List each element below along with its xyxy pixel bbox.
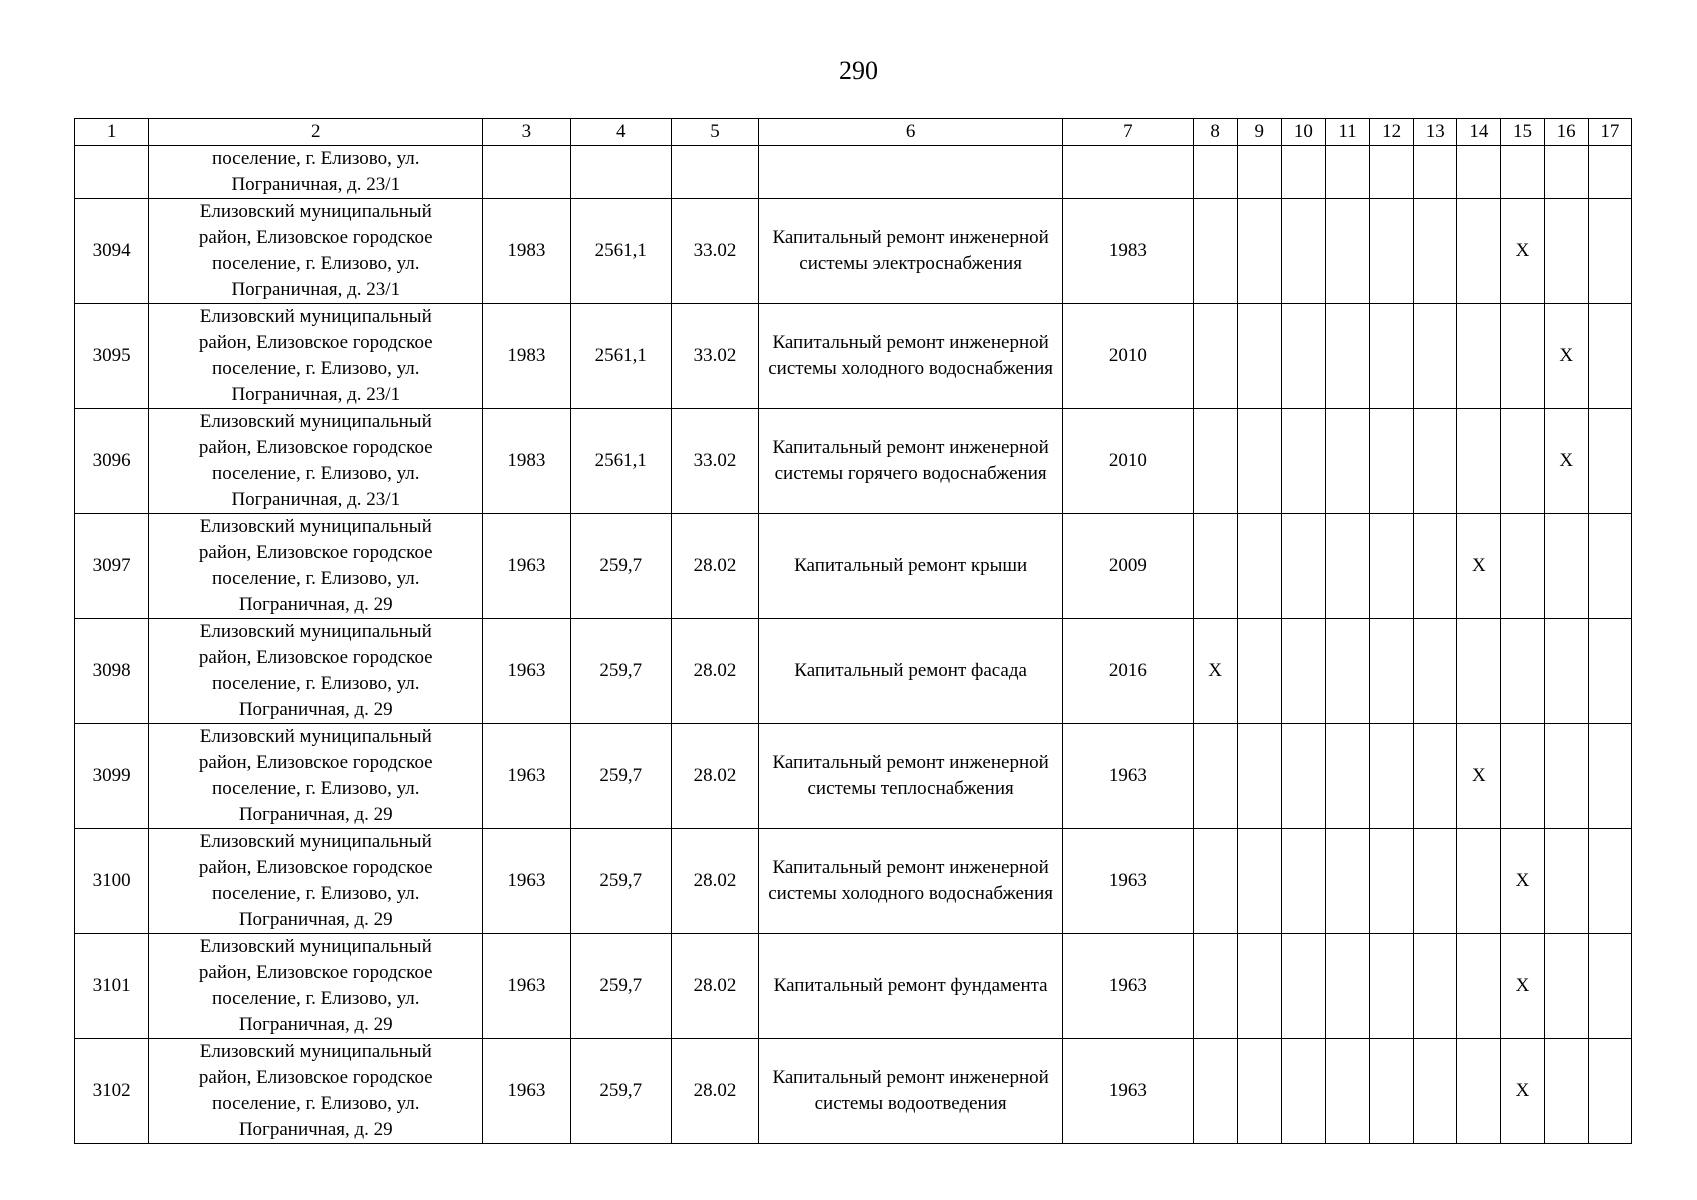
period-cell-col-11 bbox=[1325, 934, 1369, 1039]
address-cell bbox=[149, 146, 483, 199]
period-cell-col-14 bbox=[1457, 304, 1501, 409]
address-line: поселение, г. Елизово, ул. bbox=[212, 463, 420, 484]
address-cell bbox=[149, 724, 483, 829]
address-line: Пограничная, д. 29 bbox=[238, 804, 393, 825]
period-cell-col-14 bbox=[1457, 514, 1501, 619]
address-line: поселение, г. Елизово, ул. bbox=[212, 568, 420, 589]
table-row bbox=[75, 829, 1632, 934]
area-cell: 259,7 bbox=[570, 1039, 671, 1144]
work-type-cell: Капитальный ремонт фундамента bbox=[759, 934, 1063, 1039]
code-cell bbox=[671, 146, 758, 199]
row-number-cell: 3095 bbox=[75, 304, 149, 409]
x-mark: X bbox=[1559, 345, 1574, 366]
period-cell-col-17 bbox=[1588, 1039, 1631, 1144]
x-mark: X bbox=[1559, 450, 1574, 471]
address-line: поселение, г. Елизово, ул. bbox=[212, 673, 420, 694]
period-cell-col-9 bbox=[1237, 1039, 1281, 1144]
address-cell bbox=[149, 619, 483, 724]
code-cell: 28.02 bbox=[671, 829, 758, 934]
code-cell: 28.02 bbox=[671, 514, 758, 619]
period-cell-col-11 bbox=[1325, 304, 1369, 409]
period-cell-col-15 bbox=[1501, 514, 1544, 619]
address-line: Елизовский муниципальный bbox=[199, 411, 432, 432]
table-body bbox=[75, 146, 1632, 1144]
period-cell-col-9 bbox=[1237, 199, 1281, 304]
period-cell-col-16 bbox=[1544, 304, 1588, 409]
period-cell-col-17 bbox=[1588, 409, 1631, 514]
period-cell-col-13 bbox=[1414, 829, 1457, 934]
area-cell: 2561,1 bbox=[570, 199, 671, 304]
period-cell-col-16 bbox=[1544, 514, 1588, 619]
x-mark: X bbox=[1472, 555, 1486, 576]
period-cell-col-10 bbox=[1281, 514, 1325, 619]
column-header-15: 15 bbox=[1501, 119, 1544, 146]
period-cell-col-10 bbox=[1281, 146, 1325, 199]
period-cell-col-17 bbox=[1588, 199, 1631, 304]
work-type-cell: Капитальный ремонт инженерной системы теплоснабжения bbox=[759, 724, 1063, 829]
address-cell bbox=[149, 199, 483, 304]
period-cell-col-10 bbox=[1281, 304, 1325, 409]
work-year-cell: 2009 bbox=[1063, 514, 1193, 619]
code-cell: 33.02 bbox=[671, 199, 758, 304]
work-year-cell: 1963 bbox=[1063, 934, 1193, 1039]
code-cell: 28.02 bbox=[671, 934, 758, 1039]
continuation-row bbox=[75, 146, 1632, 199]
area-cell bbox=[570, 146, 671, 199]
period-cell-col-17 bbox=[1588, 514, 1631, 619]
address-line: Елизовский муниципальный bbox=[199, 1041, 432, 1062]
repair-registry-table bbox=[74, 118, 1632, 1144]
address-cell bbox=[149, 934, 483, 1039]
area-cell: 2561,1 bbox=[570, 304, 671, 409]
column-header-3: 3 bbox=[483, 119, 570, 146]
x-mark: X bbox=[1515, 870, 1530, 891]
address-line: район, Елизовское городское bbox=[198, 857, 433, 878]
table-row bbox=[75, 619, 1632, 724]
area-cell: 259,7 bbox=[570, 619, 671, 724]
period-cell-col-9 bbox=[1237, 619, 1281, 724]
period-cell-col-11 bbox=[1325, 409, 1369, 514]
row-number-cell: 3099 bbox=[75, 724, 149, 829]
work-type-cell: Капитальный ремонт инженерной системы холодного водоснабжения bbox=[759, 829, 1063, 934]
period-cell-col-9 bbox=[1237, 829, 1281, 934]
period-cell-col-8 bbox=[1193, 304, 1237, 409]
period-cell-col-9 bbox=[1237, 409, 1281, 514]
period-cell-col-16 bbox=[1544, 199, 1588, 304]
period-cell-col-11 bbox=[1325, 514, 1369, 619]
code-cell: 28.02 bbox=[671, 619, 758, 724]
area-cell: 2561,1 bbox=[570, 409, 671, 514]
work-type-cell bbox=[759, 146, 1063, 199]
period-cell-col-10 bbox=[1281, 934, 1325, 1039]
address-cell bbox=[149, 1039, 483, 1144]
column-header-1: 1 bbox=[75, 119, 149, 146]
period-cell-col-8 bbox=[1193, 724, 1237, 829]
address-line: поселение, г. Елизово, ул. bbox=[212, 988, 420, 1009]
table-row bbox=[75, 724, 1632, 829]
work-year-cell: 1963 bbox=[1063, 829, 1193, 934]
period-cell-col-12 bbox=[1370, 304, 1414, 409]
period-cell-col-13 bbox=[1414, 514, 1457, 619]
address-line: Пограничная, д. 23/1 bbox=[231, 279, 401, 300]
period-cell-col-8 bbox=[1193, 829, 1237, 934]
address-line: Пограничная, д. 29 bbox=[238, 909, 393, 930]
address-line: поселение, г. Елизово, ул. bbox=[212, 148, 420, 169]
period-cell-col-13 bbox=[1414, 199, 1457, 304]
period-cell-col-13 bbox=[1414, 146, 1457, 199]
period-cell-col-8 bbox=[1193, 619, 1237, 724]
period-cell-col-12 bbox=[1370, 1039, 1414, 1144]
period-cell-col-15 bbox=[1501, 619, 1544, 724]
address-line: Елизовский муниципальный bbox=[199, 306, 432, 327]
period-cell-col-8 bbox=[1193, 514, 1237, 619]
address-line: Пограничная, д. 29 bbox=[238, 594, 393, 615]
row-number-cell: 3102 bbox=[75, 1039, 149, 1144]
code-cell: 28.02 bbox=[671, 724, 758, 829]
period-cell-col-12 bbox=[1370, 199, 1414, 304]
period-cell-col-11 bbox=[1325, 199, 1369, 304]
period-cell-col-8 bbox=[1193, 146, 1237, 199]
address-line: Пограничная, д. 23/1 bbox=[231, 489, 401, 510]
address-line: район, Елизовское городское bbox=[198, 437, 433, 458]
period-cell-col-15 bbox=[1501, 724, 1544, 829]
address-cell bbox=[149, 409, 483, 514]
work-year-cell: 2016 bbox=[1063, 619, 1193, 724]
period-cell-col-9 bbox=[1237, 934, 1281, 1039]
address-cell bbox=[149, 829, 483, 934]
period-cell-col-11 bbox=[1325, 829, 1369, 934]
period-cell-col-11 bbox=[1325, 724, 1369, 829]
table-row bbox=[75, 199, 1632, 304]
construction-year-cell: 1963 bbox=[483, 829, 570, 934]
address-line: Елизовский муниципальный bbox=[199, 201, 432, 222]
period-cell-col-8 bbox=[1193, 934, 1237, 1039]
page-number: 290 bbox=[839, 56, 878, 85]
area-cell: 259,7 bbox=[570, 724, 671, 829]
period-cell-col-12 bbox=[1370, 829, 1414, 934]
work-type-cell: Капитальный ремонт инженерной системы горячего водоснабжения bbox=[759, 409, 1063, 514]
construction-year-cell bbox=[483, 146, 570, 199]
address-line: район, Елизовское городское bbox=[198, 1067, 433, 1088]
construction-year-cell: 1963 bbox=[483, 934, 570, 1039]
column-header-2: 2 bbox=[149, 119, 483, 146]
column-header-12: 12 bbox=[1370, 119, 1414, 146]
period-cell-col-13 bbox=[1414, 619, 1457, 724]
work-type-cell: Капитальный ремонт фасада bbox=[759, 619, 1063, 724]
code-cell: 33.02 bbox=[671, 409, 758, 514]
x-mark: X bbox=[1515, 975, 1530, 996]
period-cell-col-17 bbox=[1588, 619, 1631, 724]
area-cell: 259,7 bbox=[570, 514, 671, 619]
period-cell-col-14 bbox=[1457, 619, 1501, 724]
period-cell-col-11 bbox=[1325, 1039, 1369, 1144]
work-year-cell: 1963 bbox=[1063, 1039, 1193, 1144]
period-cell-col-13 bbox=[1414, 724, 1457, 829]
address-line: поселение, г. Елизово, ул. bbox=[212, 883, 420, 904]
column-header-10: 10 bbox=[1281, 119, 1325, 146]
column-header-7: 7 bbox=[1063, 119, 1193, 146]
period-cell-col-15 bbox=[1501, 1039, 1544, 1144]
column-header-9: 9 bbox=[1237, 119, 1281, 146]
period-cell-col-15 bbox=[1501, 304, 1544, 409]
address-line: район, Елизовское городское bbox=[198, 647, 433, 668]
period-cell-col-11 bbox=[1325, 146, 1369, 199]
address-line: район, Елизовское городское bbox=[198, 752, 433, 773]
table-row bbox=[75, 304, 1632, 409]
period-cell-col-14 bbox=[1457, 1039, 1501, 1144]
period-cell-col-16 bbox=[1544, 934, 1588, 1039]
address-line: поселение, г. Елизово, ул. bbox=[212, 358, 420, 379]
period-cell-col-14 bbox=[1457, 829, 1501, 934]
period-cell-col-16 bbox=[1544, 619, 1588, 724]
construction-year-cell: 1983 bbox=[483, 199, 570, 304]
period-cell-col-15 bbox=[1501, 829, 1544, 934]
period-cell-col-12 bbox=[1370, 146, 1414, 199]
address-line: Пограничная, д. 29 bbox=[238, 1119, 393, 1140]
table-row bbox=[75, 934, 1632, 1039]
address-line: поселение, г. Елизово, ул. bbox=[212, 778, 420, 799]
period-cell-col-13 bbox=[1414, 409, 1457, 514]
address-cell bbox=[149, 514, 483, 619]
code-cell: 28.02 bbox=[671, 1039, 758, 1144]
period-cell-col-17 bbox=[1588, 934, 1631, 1039]
column-header-16: 16 bbox=[1544, 119, 1588, 146]
work-type-cell: Капитальный ремонт крыши bbox=[759, 514, 1063, 619]
period-cell-col-13 bbox=[1414, 1039, 1457, 1144]
x-mark: X bbox=[1515, 1080, 1530, 1101]
table-row bbox=[75, 409, 1632, 514]
work-type-cell: Капитальный ремонт инженерной системы холодного водоснабжения bbox=[759, 304, 1063, 409]
address-line: Пограничная, д. 29 bbox=[238, 699, 393, 720]
row-number-cell bbox=[75, 146, 149, 199]
period-cell-col-10 bbox=[1281, 1039, 1325, 1144]
period-cell-col-15 bbox=[1501, 199, 1544, 304]
period-cell-col-17 bbox=[1588, 146, 1631, 199]
period-cell-col-10 bbox=[1281, 199, 1325, 304]
period-cell-col-16 bbox=[1544, 724, 1588, 829]
work-year-cell: 1983 bbox=[1063, 199, 1193, 304]
period-cell-col-9 bbox=[1237, 724, 1281, 829]
work-type-cell: Капитальный ремонт инженерной системы электроснабжения bbox=[759, 199, 1063, 304]
construction-year-cell: 1963 bbox=[483, 1039, 570, 1144]
period-cell-col-13 bbox=[1414, 934, 1457, 1039]
row-number-cell: 3098 bbox=[75, 619, 149, 724]
address-cell bbox=[149, 304, 483, 409]
construction-year-cell: 1983 bbox=[483, 409, 570, 514]
address-line: район, Елизовское городское bbox=[198, 332, 433, 353]
period-cell-col-14 bbox=[1457, 409, 1501, 514]
period-cell-col-14 bbox=[1457, 199, 1501, 304]
address-line: Елизовский муниципальный bbox=[199, 831, 432, 852]
column-header-13: 13 bbox=[1414, 119, 1457, 146]
period-cell-col-14 bbox=[1457, 724, 1501, 829]
column-header-6: 6 bbox=[759, 119, 1063, 146]
period-cell-col-17 bbox=[1588, 829, 1631, 934]
period-cell-col-8 bbox=[1193, 1039, 1237, 1144]
period-cell-col-17 bbox=[1588, 724, 1631, 829]
period-cell-col-16 bbox=[1544, 829, 1588, 934]
period-cell-col-12 bbox=[1370, 409, 1414, 514]
address-line: Елизовский муниципальный bbox=[199, 516, 432, 537]
work-year-cell: 2010 bbox=[1063, 304, 1193, 409]
period-cell-col-14 bbox=[1457, 146, 1501, 199]
work-type-cell: Капитальный ремонт инженерной системы водоотведения bbox=[759, 1039, 1063, 1144]
period-cell-col-10 bbox=[1281, 619, 1325, 724]
address-line: район, Елизовское городское bbox=[198, 542, 433, 563]
x-mark: X bbox=[1208, 660, 1222, 681]
work-year-cell: 2010 bbox=[1063, 409, 1193, 514]
construction-year-cell: 1963 bbox=[483, 619, 570, 724]
row-number-cell: 3094 bbox=[75, 199, 149, 304]
address-line: поселение, г. Елизово, ул. bbox=[212, 1093, 420, 1114]
period-cell-col-12 bbox=[1370, 724, 1414, 829]
construction-year-cell: 1963 bbox=[483, 514, 570, 619]
period-cell-col-12 bbox=[1370, 514, 1414, 619]
row-number-cell: 3097 bbox=[75, 514, 149, 619]
column-header-8: 8 bbox=[1193, 119, 1237, 146]
period-cell-col-11 bbox=[1325, 619, 1369, 724]
area-cell: 259,7 bbox=[570, 934, 671, 1039]
period-cell-col-13 bbox=[1414, 304, 1457, 409]
address-line: район, Елизовское городское bbox=[198, 962, 433, 983]
work-year-cell bbox=[1063, 146, 1193, 199]
column-header-4: 4 bbox=[570, 119, 671, 146]
row-number-cell: 3096 bbox=[75, 409, 149, 514]
period-cell-col-8 bbox=[1193, 199, 1237, 304]
period-cell-col-9 bbox=[1237, 146, 1281, 199]
period-cell-col-8 bbox=[1193, 409, 1237, 514]
column-header-14: 14 bbox=[1457, 119, 1501, 146]
construction-year-cell: 1963 bbox=[483, 724, 570, 829]
period-cell-col-12 bbox=[1370, 934, 1414, 1039]
period-cell-col-10 bbox=[1281, 829, 1325, 934]
column-number-header bbox=[75, 119, 1632, 146]
address-line: район, Елизовское городское bbox=[198, 227, 433, 248]
address-line: Елизовский муниципальный bbox=[199, 936, 432, 957]
period-cell-col-16 bbox=[1544, 409, 1588, 514]
column-header-17: 17 bbox=[1588, 119, 1631, 146]
table-row bbox=[75, 514, 1632, 619]
period-cell-col-15 bbox=[1501, 934, 1544, 1039]
period-cell-col-16 bbox=[1544, 146, 1588, 199]
address-line: Елизовский муниципальный bbox=[199, 726, 432, 747]
x-mark: X bbox=[1515, 240, 1530, 261]
address-line: Пограничная, д. 23/1 bbox=[231, 174, 401, 195]
period-cell-col-10 bbox=[1281, 409, 1325, 514]
period-cell-col-15 bbox=[1501, 409, 1544, 514]
column-header-5: 5 bbox=[671, 119, 758, 146]
period-cell-col-15 bbox=[1501, 146, 1544, 199]
address-line: поселение, г. Елизово, ул. bbox=[212, 253, 420, 274]
row-number-cell: 3100 bbox=[75, 829, 149, 934]
x-mark: X bbox=[1472, 765, 1486, 786]
address-line: Елизовский муниципальный bbox=[199, 621, 432, 642]
period-cell-col-9 bbox=[1237, 514, 1281, 619]
period-cell-col-16 bbox=[1544, 1039, 1588, 1144]
code-cell: 33.02 bbox=[671, 304, 758, 409]
address-line: Пограничная, д. 29 bbox=[238, 1014, 393, 1035]
work-year-cell: 1963 bbox=[1063, 724, 1193, 829]
table-row bbox=[75, 1039, 1632, 1144]
period-cell-col-9 bbox=[1237, 304, 1281, 409]
period-cell-col-14 bbox=[1457, 934, 1501, 1039]
period-cell-col-17 bbox=[1588, 304, 1631, 409]
address-line: Пограничная, д. 23/1 bbox=[231, 384, 401, 405]
column-header-11: 11 bbox=[1325, 119, 1369, 146]
area-cell: 259,7 bbox=[570, 829, 671, 934]
period-cell-col-12 bbox=[1370, 619, 1414, 724]
row-number-cell: 3101 bbox=[75, 934, 149, 1039]
period-cell-col-10 bbox=[1281, 724, 1325, 829]
construction-year-cell: 1983 bbox=[483, 304, 570, 409]
